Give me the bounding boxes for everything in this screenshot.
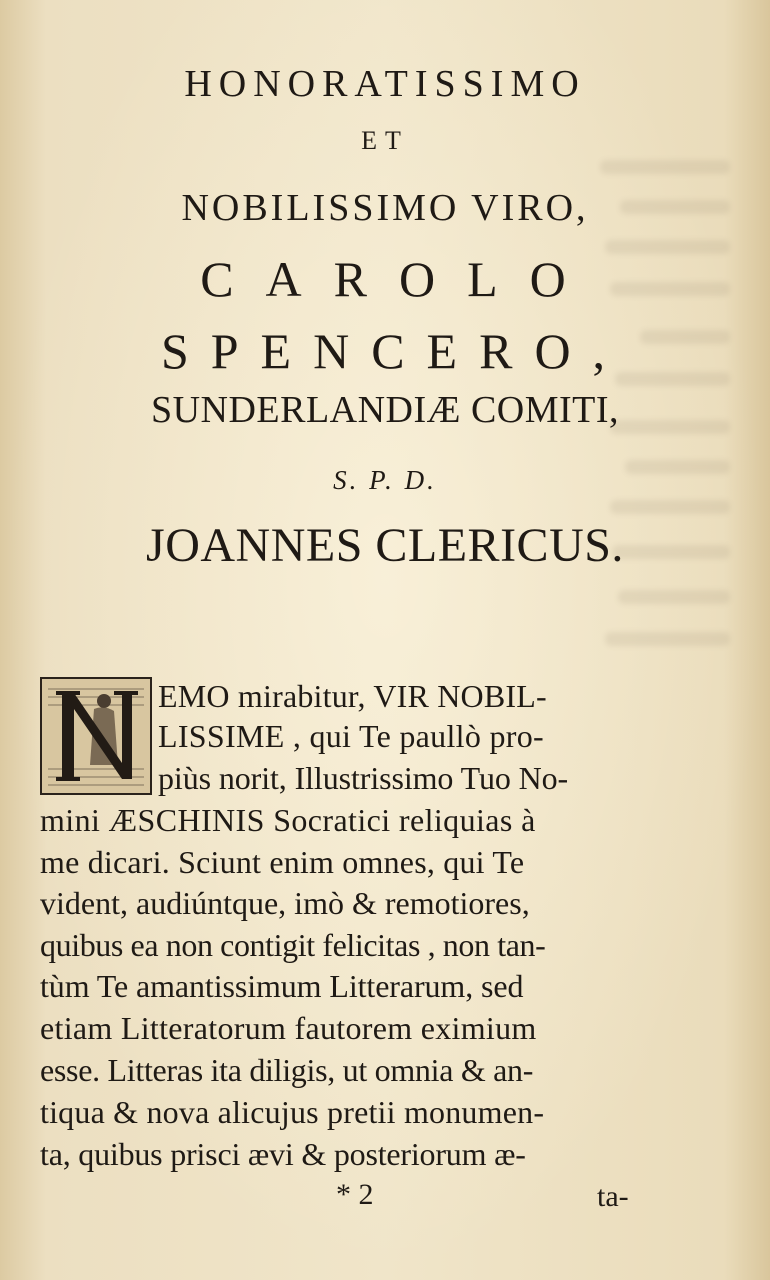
heading-spd: S. P. D. [333,465,437,495]
text-line-6: vident, audiúntque, imò & remotiores, [40,885,530,921]
heading-et: ET [361,126,409,155]
text-line-10: esse. Litteras ita diligis, ut omnia & an- [40,1052,534,1088]
text-line-8: tùm Te amantissimum Litterarum, sed [40,968,524,1004]
text-line-2: LISSIME , qui Te paullò pro- [158,718,544,754]
heading-spencero: SPENCERO, [160,323,628,379]
text-line-7: quibus ea non contigit felicitas , non tan- [40,927,546,963]
catchword: ta- [597,1180,629,1213]
text-line-12: ta, quibus prisci ævi & posteriorum æ- [40,1136,526,1172]
text-line-3: piùs norit, Illustrissimo Tuo No- [158,760,569,796]
text-line-1: EMO mirabitur, VIR NOBIL- [158,678,547,714]
text-line-11: tiqua & nova alicujus pretii monumen- [40,1094,545,1130]
heading-nobilissimo-viro: NOBILISSIMO VIRO, [181,187,589,229]
text-line-4: mini ÆSCHINIS Socratici reliquias à [40,802,536,838]
heading-honoratissimo: HONORATISSIMO [184,63,586,105]
heading-carolo: CAROLO [200,251,598,307]
heading-sunderlandiae-comiti: SUNDERLANDIÆ COMITI, [150,389,620,431]
heading-joannes-clericus: JOANNES CLERICUS. [146,519,624,572]
decorated-initial [40,677,152,795]
decorated-initial-art [42,679,150,793]
text-line-9: etiam Litteratorum fautorem eximium [40,1010,537,1046]
text-line-5: me dicari. Sciunt enim omnes, qui Te [40,844,525,880]
signature-mark: * 2 [336,1178,374,1211]
